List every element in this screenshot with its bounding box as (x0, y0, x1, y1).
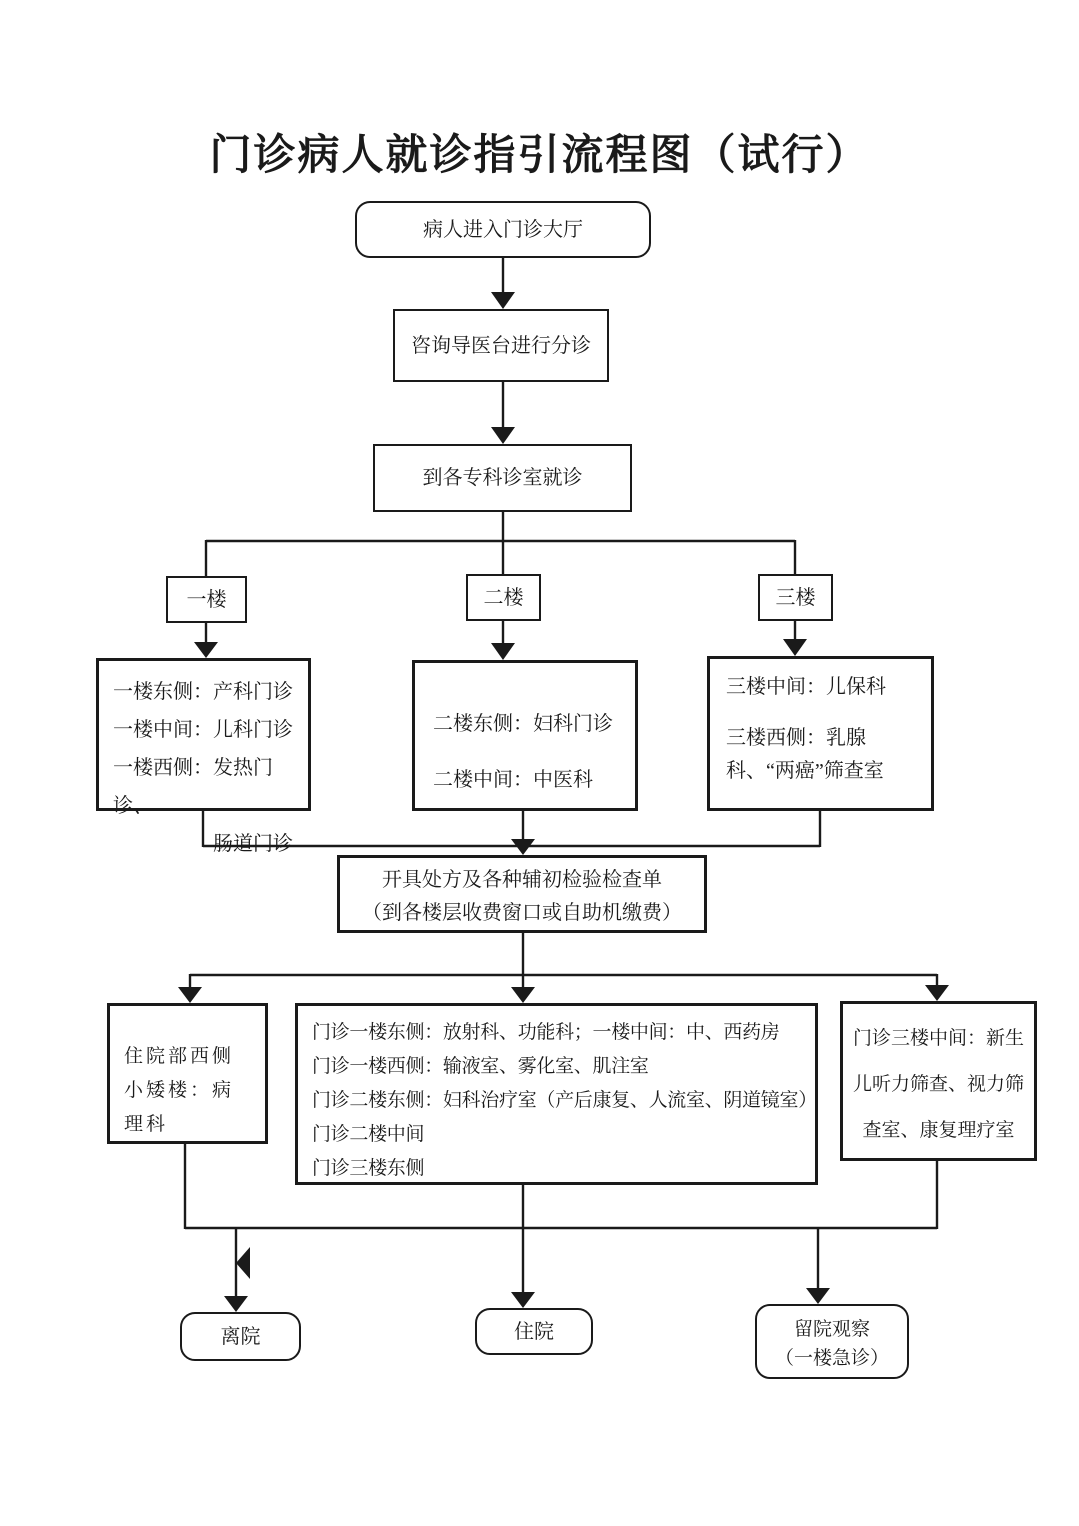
node-line: 门诊三楼东侧 (312, 1158, 425, 1179)
node-line: 门诊二楼东侧：妇科治疗室（产后康复、人流室、阴道镜室） (312, 1090, 817, 1111)
node-discharge (180, 1312, 301, 1361)
node-line: （一楼急诊） (774, 1348, 889, 1369)
node-line: 留院观察 (793, 1319, 870, 1340)
node-line: 二楼东侧：妇科门诊 (433, 713, 613, 735)
node-floor-2 (466, 574, 541, 621)
node-label: 门诊三楼中间：新生儿听力筛查、视力筛查室、康复理疗室 (853, 1028, 1025, 1141)
node-entry-hall (355, 201, 651, 258)
stray-flag-arrowhead (236, 1247, 250, 1279)
node-line: 一楼中间：儿科门诊 (113, 719, 293, 741)
node-line: 门诊一楼东侧：放射科、功能科；一楼中间：中、西药房 (312, 1022, 780, 1043)
node-line: 三楼中间：儿保科 (726, 676, 886, 698)
page-title: 门诊病人就诊指引流程图（试行） (209, 133, 870, 179)
node-pathology-department (107, 1003, 268, 1144)
node-line: 二楼中间：中医科 (433, 769, 593, 791)
node-label: 住院部西侧小矮楼：病理科 (124, 1046, 235, 1135)
node-floor-1 (166, 576, 247, 623)
node-admission (475, 1308, 593, 1355)
node-observation (755, 1304, 909, 1379)
node-line: 三楼西侧：乳腺科、“两癌”筛查室 (726, 727, 884, 782)
node-line: 肠道门诊 (213, 833, 293, 855)
node-floor-3 (758, 574, 833, 621)
node-line: 开具处方及各种辅初检验检查单 (382, 869, 662, 891)
node-floor-3-screening-rooms (840, 1001, 1037, 1161)
node-label: 咨询导医台进行分诊 (411, 334, 591, 357)
node-floor-2-departments (412, 660, 638, 811)
node-label: 到各专科诊室就诊 (422, 467, 583, 489)
node-label: 三楼 (775, 586, 816, 609)
node-triage-desk (393, 309, 609, 382)
node-label: 病人进入门诊大厅 (423, 218, 583, 241)
node-floor-1-departments (96, 658, 311, 855)
node-specialist-clinic (373, 444, 632, 512)
node-label: 一楼 (186, 588, 227, 611)
node-label: 二楼 (483, 586, 524, 609)
node-line: 门诊一楼西侧：输液室、雾化室、肌注室 (312, 1056, 649, 1077)
node-line: （到各楼层收费窗口或自助机缴费） (362, 902, 682, 924)
node-prescription-payment (337, 855, 707, 933)
node-line: 门诊二楼中间 (312, 1124, 425, 1145)
node-label: 离院 (220, 1325, 261, 1348)
node-label: 住院 (514, 1320, 554, 1343)
node-line: 一楼西侧：发热门诊、 (113, 757, 273, 817)
node-ancillary-services (295, 1003, 818, 1185)
node-floor-3-departments (707, 656, 934, 811)
node-line: 一楼东侧：产科门诊 (113, 681, 293, 703)
